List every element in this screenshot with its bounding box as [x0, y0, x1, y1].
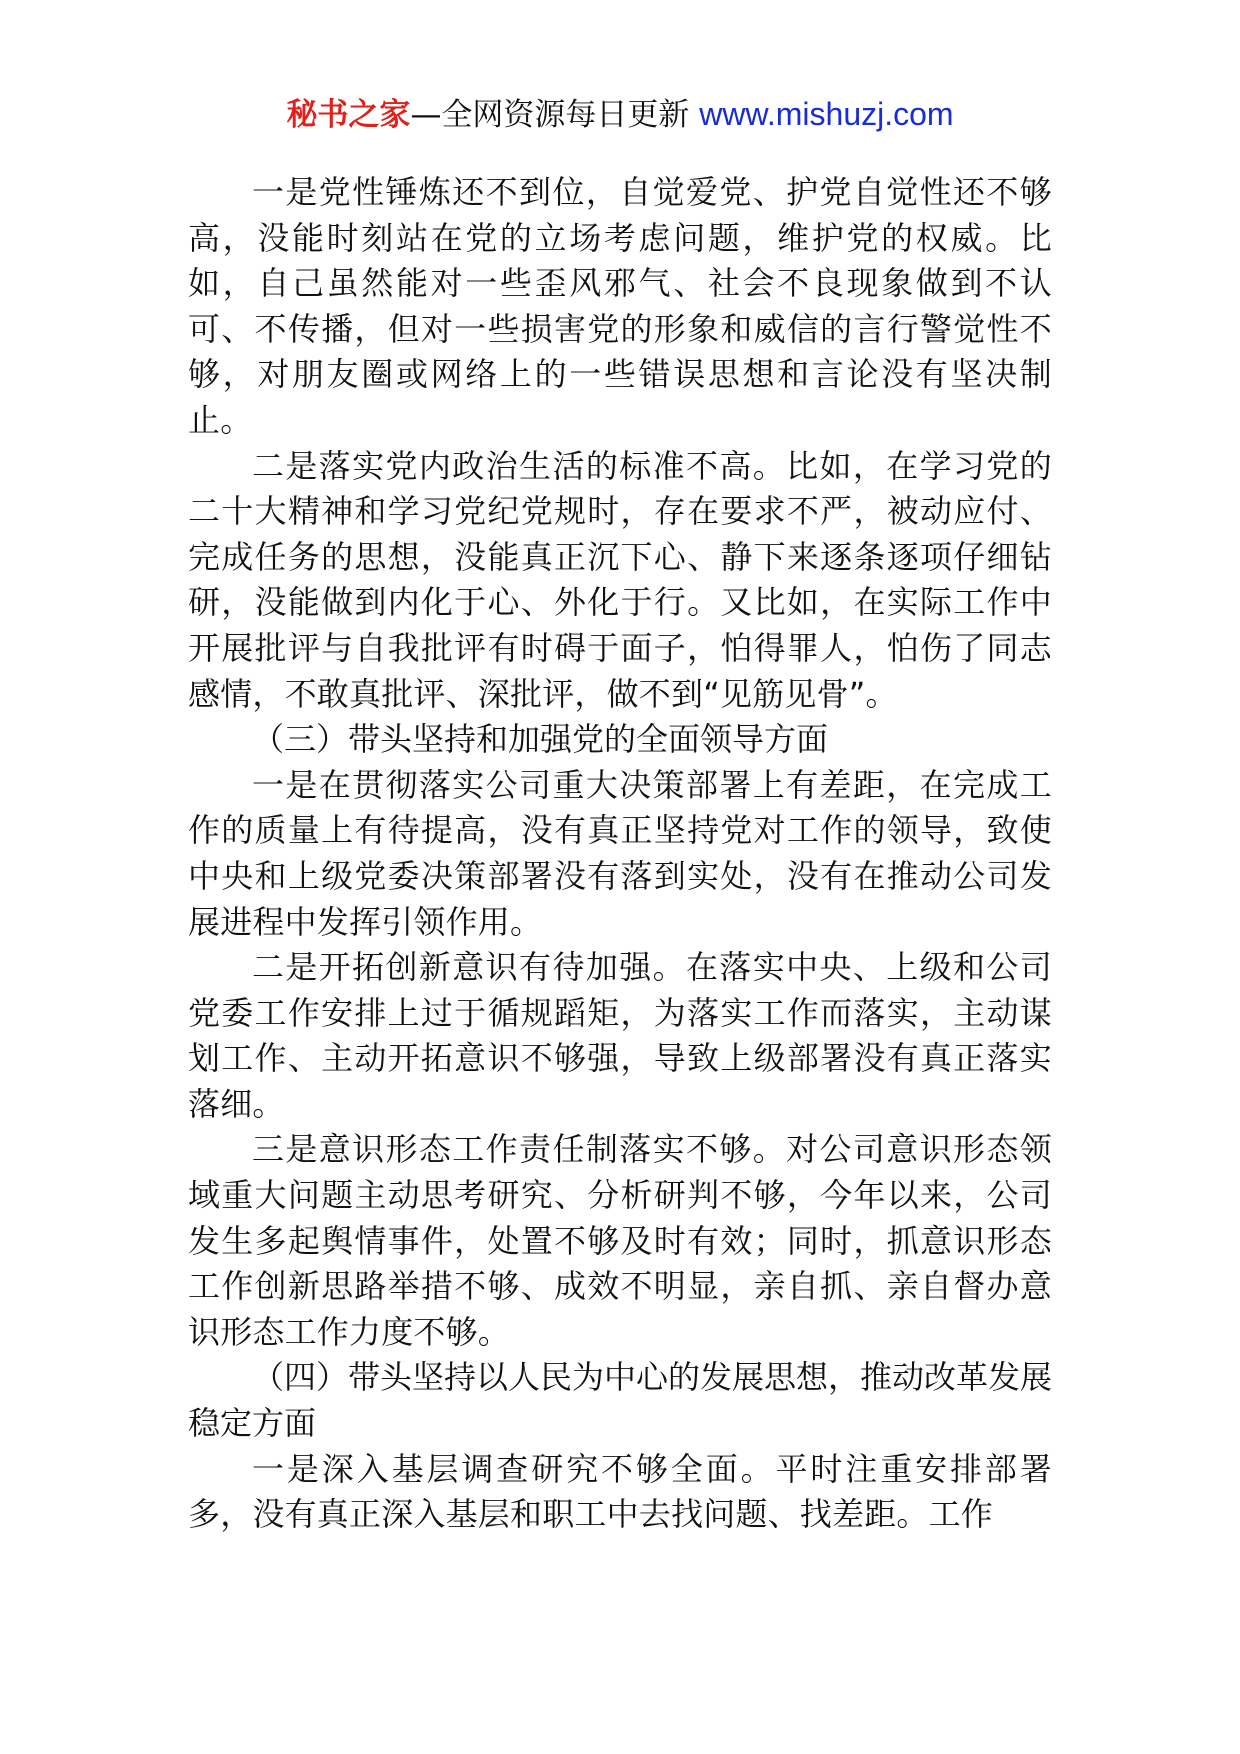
- paragraph-6: 一是深入基层调查研究不够全面。平时注重安排部署多，没有真正深入基层和职工中去找问题、找差距。工作: [188, 1449, 1052, 1534]
- document-body: [188, 170, 1052, 1538]
- page-header: [0, 92, 1240, 137]
- paragraph-4: 二是开拓创新意识有待加强。在落实中央、上级和公司党委工作安排上过于循规蹈矩，为落实工作而落实，主动谋划工作、主动开拓意识不够强，导致上级部署没有真正落实落细。: [188, 948, 1052, 1123]
- section-heading-4: （四）带头坚持以人民为中心的发展思想，推动改革发展稳定方面: [188, 1358, 1053, 1443]
- paragraph-5: 三是意识形态工作责任制落实不够。对公司意识形态领域重大问题主动思考研究、分析研判不够，今年以来，公司发生多起舆情事件，处置不够及时有效；同时，抓意识形态工作创新思路举措不够、成效不明显，亲自抓、亲自督办意识形态工作力度不够。: [188, 1130, 1052, 1351]
- paragraph-2: 二是落实党内政治生活的标准不高。比如，在学习党的二十大精神和学习党纪党规时，存在要求不严，被动应付、完成任务的思想，没能真正沉下心、静下来逐条逐项仔细钻研，没能做到内化于心、外化于行。又比如，在实际工作中开展批评与自我批评有时碍于面子，怕得罪人，怕伤了同志感情，不敢真批评、深批评，做不到“见筋见骨”。: [188, 446, 1052, 713]
- brand-name: 秘书之家: [286, 97, 411, 133]
- section-heading-3: （三）带头坚持和加强党的全面领导方面: [252, 720, 829, 759]
- header-tagline: —全网资源每日更新: [410, 97, 700, 133]
- paragraph-1: 一是党性锤炼还不到位，自觉爱党、护党自觉性还不够高，没能时刻站在党的立场考虑问题，维护党的权威。比如，自己虽然能对一些歪风邪气、社会不良现象做到不认可、不传播，但对一些损害党的形象和威信的言行警觉性不够，对朋友圈或网络上的一些错误思想和言论没有坚决制止。: [188, 173, 1052, 439]
- site-url-link[interactable]: www.mishuzj.com: [699, 96, 954, 132]
- paragraph-3: 一是在贯彻落实公司重大决策部署上有差距，在完成工作的质量上有待提高，没有真正坚持党对工作的领导，致使中央和上级党委决策部署没有落到实处，没有在推动公司发展进程中发挥引领作用。: [188, 765, 1052, 941]
